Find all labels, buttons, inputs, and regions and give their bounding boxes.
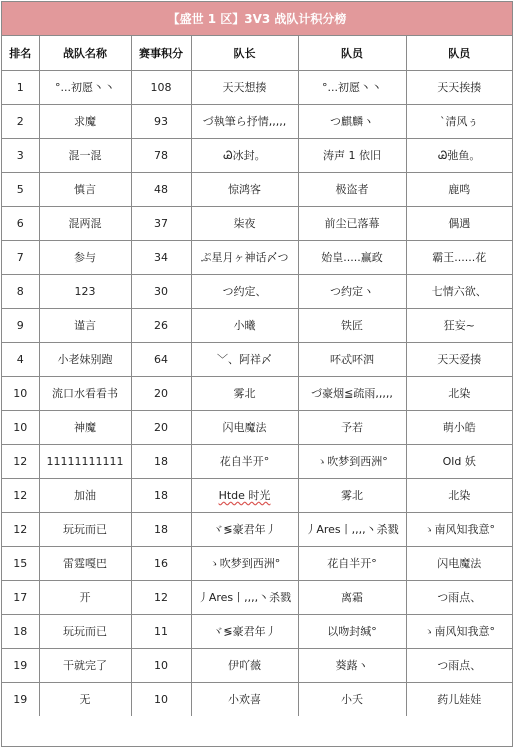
cell-points: 30	[131, 274, 191, 308]
column-header-points: 赛事积分	[131, 36, 191, 70]
table-row	[2, 512, 512, 546]
cell-captain: 花自半开°	[191, 444, 298, 478]
cell-captain: 小曦	[191, 308, 298, 342]
cell-points: 37	[131, 206, 191, 240]
cell-captain: つ约定、	[191, 274, 298, 308]
cell-member-1: 予若	[298, 410, 406, 444]
column-header-rank: 排名	[2, 36, 39, 70]
table-body	[2, 70, 512, 716]
cell-points: 20	[131, 410, 191, 444]
cell-team-name: 慎言	[39, 172, 131, 206]
cell-points: 18	[131, 444, 191, 478]
table-row	[2, 580, 512, 614]
table-row	[2, 376, 512, 410]
cell-points: 26	[131, 308, 191, 342]
table-row	[2, 172, 512, 206]
cell-member-1: 雾北	[298, 478, 406, 512]
header-row	[2, 36, 512, 70]
cell-team-name: 11111111111	[39, 444, 131, 478]
cell-captain: 柒夜	[191, 206, 298, 240]
cell-rank: 12	[2, 512, 39, 546]
cell-team-name: 开	[39, 580, 131, 614]
cell-team-name: 参与	[39, 240, 131, 274]
cell-rank: 7	[2, 240, 39, 274]
cell-points: 10	[131, 648, 191, 682]
cell-team-name: 谨言	[39, 308, 131, 342]
cell-rank: 4	[2, 342, 39, 376]
cell-member-1: 铁匠	[298, 308, 406, 342]
cell-member-1: 涛声 1 依旧	[298, 138, 406, 172]
cell-captain: 闪电魔法	[191, 410, 298, 444]
table-row	[2, 308, 512, 342]
cell-member-1: 离霜	[298, 580, 406, 614]
cell-member-2: 鹿鸣	[406, 172, 512, 206]
cell-member-2: ˋ清风ぅ	[406, 104, 512, 138]
sheet-title: 【盛世 1 区】3V3 战队计积分榜	[2, 2, 512, 36]
cell-member-2: つ雨点、	[406, 580, 512, 614]
cell-captain: づ執筆ら抒情,,,,,	[191, 104, 298, 138]
cell-member-1: 葵蕗ヽ	[298, 648, 406, 682]
cell-rank: 15	[2, 546, 39, 580]
cell-team-name: 混一混	[39, 138, 131, 172]
cell-team-name: 流口水看看书	[39, 376, 131, 410]
column-header-member-1: 队员	[298, 36, 406, 70]
table-row	[2, 274, 512, 308]
cell-member-1: ゝ吹梦到西洲°	[298, 444, 406, 478]
cell-member-2: 七情六欲、	[406, 274, 512, 308]
cell-team-name: 混两混	[39, 206, 131, 240]
cell-points: 20	[131, 376, 191, 410]
cell-member-2: Old 妖	[406, 444, 512, 478]
cell-team-name: 小老妹别跑	[39, 342, 131, 376]
table-row	[2, 70, 512, 104]
cell-member-1: 极盗者	[298, 172, 406, 206]
table-row	[2, 206, 512, 240]
cell-member-2: 霸王......花	[406, 240, 512, 274]
cell-member-2: つ雨点、	[406, 648, 512, 682]
table-row	[2, 648, 512, 682]
cell-points: 16	[131, 546, 191, 580]
cell-rank: 8	[2, 274, 39, 308]
cell-rank: 19	[2, 682, 39, 716]
table-row	[2, 444, 512, 478]
cell-rank: 17	[2, 580, 39, 614]
cell-team-name: 雷霆嘎巴	[39, 546, 131, 580]
cell-rank: 6	[2, 206, 39, 240]
cell-member-1: 丿Ares丨,,,,丶杀戮	[298, 512, 406, 546]
cell-points: 108	[131, 70, 191, 104]
cell-rank: 18	[2, 614, 39, 648]
table-row	[2, 682, 512, 716]
cell-captain: ヾ≶豪君年丿	[191, 512, 298, 546]
cell-team-name: 玩玩而已	[39, 512, 131, 546]
cell-member-2: 天天挨揍	[406, 70, 512, 104]
cell-points: 18	[131, 512, 191, 546]
cell-team-name: 123	[39, 274, 131, 308]
table-row	[2, 478, 512, 512]
cell-points: 48	[131, 172, 191, 206]
cell-rank: 12	[2, 478, 39, 512]
cell-member-2: 北染	[406, 478, 512, 512]
cell-team-name: 加油	[39, 478, 131, 512]
cell-member-1: 吥忒吥泗	[298, 342, 406, 376]
cell-rank: 5	[2, 172, 39, 206]
cell-captain: 惊鸿客	[191, 172, 298, 206]
cell-points: 93	[131, 104, 191, 138]
cell-member-2: 偶遇	[406, 206, 512, 240]
cell-member-1: つ约定ヽ	[298, 274, 406, 308]
cell-rank: 10	[2, 376, 39, 410]
table-row	[2, 104, 512, 138]
cell-captain: ぷ星月ヶ神话〆つ	[191, 240, 298, 274]
misspelled-word: Htde 时光	[218, 489, 271, 502]
cell-member-2: 天天爱揍	[406, 342, 512, 376]
cell-rank: 19	[2, 648, 39, 682]
cell-member-2: 北染	[406, 376, 512, 410]
cell-captain: 丿Ares丨,,,,丶杀戮	[191, 580, 298, 614]
cell-member-2: 药儿娃娃	[406, 682, 512, 716]
cell-rank: 3	[2, 138, 39, 172]
cell-member-1: °...初愿丶丶	[298, 70, 406, 104]
cell-rank: 12	[2, 444, 39, 478]
cell-rank: 10	[2, 410, 39, 444]
cell-member-1: 以吻封缄°	[298, 614, 406, 648]
cell-member-1: 始皇.....赢政	[298, 240, 406, 274]
standings-table	[2, 36, 512, 716]
cell-team-name: 无	[39, 682, 131, 716]
cell-team-name: 神魔	[39, 410, 131, 444]
cell-points: 10	[131, 682, 191, 716]
table-row	[2, 138, 512, 172]
standings-sheet	[1, 1, 513, 747]
table-row	[2, 342, 512, 376]
cell-captain: Ꮚ冰封。	[191, 138, 298, 172]
cell-team-name: 干就完了	[39, 648, 131, 682]
cell-captain: 天天想揍	[191, 70, 298, 104]
cell-captain: 雾北	[191, 376, 298, 410]
cell-points: 64	[131, 342, 191, 376]
column-header-team-name: 战队名称	[39, 36, 131, 70]
cell-captain: ﹀、阿祥〆	[191, 342, 298, 376]
cell-points: 12	[131, 580, 191, 614]
cell-team-name: 求魔	[39, 104, 131, 138]
cell-team-name: 玩玩而已	[39, 614, 131, 648]
cell-rank: 9	[2, 308, 39, 342]
cell-member-2: 萌小皓	[406, 410, 512, 444]
cell-captain: 小欢喜	[191, 682, 298, 716]
cell-captain: 伊吖薇	[191, 648, 298, 682]
cell-member-1: づ豪烟≦疏雨,,,,,	[298, 376, 406, 410]
cell-points: 78	[131, 138, 191, 172]
cell-member-2: ゝ南风知我意°	[406, 614, 512, 648]
column-header-captain: 队长	[191, 36, 298, 70]
table-row	[2, 410, 512, 444]
cell-points: 11	[131, 614, 191, 648]
cell-member-1: 花自半开°	[298, 546, 406, 580]
cell-member-1: つ麒麟ヽ	[298, 104, 406, 138]
column-header-member-2: 队员	[406, 36, 512, 70]
cell-member-2: 狂妄~	[406, 308, 512, 342]
cell-captain: ヾ≶豪君年丿	[191, 614, 298, 648]
cell-points: 18	[131, 478, 191, 512]
cell-member-2: ゝ南风知我意°	[406, 512, 512, 546]
cell-points: 34	[131, 240, 191, 274]
table-row	[2, 240, 512, 274]
table-row	[2, 546, 512, 580]
cell-member-2: Ꮚ弛鱼。	[406, 138, 512, 172]
cell-member-1: 小夭	[298, 682, 406, 716]
cell-member-2: 闪电魔法	[406, 546, 512, 580]
cell-rank: 2	[2, 104, 39, 138]
cell-team-name: °...初愿丶丶	[39, 70, 131, 104]
table-row	[2, 614, 512, 648]
cell-member-1: 前尘已落幕	[298, 206, 406, 240]
cell-rank: 1	[2, 70, 39, 104]
cell-captain	[191, 478, 298, 512]
cell-captain: ゝ吹梦到西洲°	[191, 546, 298, 580]
